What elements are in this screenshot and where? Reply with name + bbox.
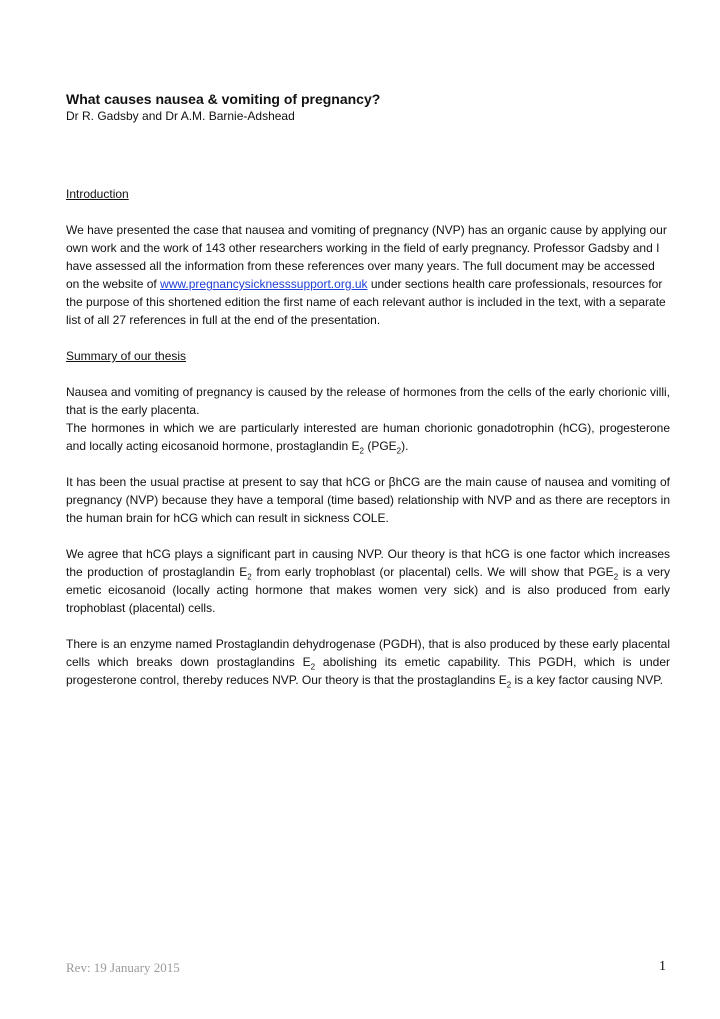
subscript: 2 xyxy=(247,572,252,582)
website-link[interactable]: www.pregnancysicknesssupport.org.uk xyxy=(160,277,368,291)
summary-paragraph-1 xyxy=(66,383,670,419)
subscript: 2 xyxy=(310,662,316,672)
summary-heading: Summary of our thesis xyxy=(66,349,187,363)
page-content xyxy=(66,90,670,689)
summary-text: abolishing its emetic capability. This PGDH, which is under progesterone control, thereby reduces NVP. Our theory is that the prostaglandins E xyxy=(66,655,670,687)
summary-text: (PGE xyxy=(363,439,397,453)
summary-text: The hormones in which we are particularly interested are human chorionic gonadotrophin (hCG), progesterone and locally acting eicosanoid hormone, prostaglandin E xyxy=(66,421,670,453)
introduction-heading: Introduction xyxy=(66,187,129,201)
summary-p1-line1: Nausea and vomiting of pregnancy is caused by the release of hormones from the cells of the early chorionic villi, that is the early placenta. xyxy=(66,385,670,417)
summary-text: is a key factor causing NVP. xyxy=(511,673,664,687)
spacer xyxy=(66,329,670,347)
summary-paragraph-4 xyxy=(66,635,670,689)
summary-text: ). xyxy=(401,439,409,453)
subscript: 2 xyxy=(506,680,512,690)
subscript: 2 xyxy=(359,446,364,456)
summary-paragraph-3 xyxy=(66,545,670,617)
summary-text: We agree that hCG plays a significant part in causing NVP. Our theory is that hCG is one factor which increases the production of prostaglandin E xyxy=(66,547,670,579)
spacer xyxy=(66,125,670,185)
spacer xyxy=(66,365,670,383)
summary-text: There is an enzyme named Prostaglandin dehydrogenase (PGDH), that is also produced by these early placental cells which breaks down prostaglandins E xyxy=(66,637,670,669)
summary-text: is a very emetic eicosanoid (locally acting hormone that makes women very sick) and is also produced from early trophoblast (placental) cells. xyxy=(66,565,671,615)
subscript: 2 xyxy=(613,572,619,582)
summary-text: from early trophoblast (or placental) cells. We will show that PGE xyxy=(251,565,614,579)
spacer xyxy=(66,617,670,635)
document-title: What causes nausea & vomiting of pregnancy? xyxy=(66,91,381,107)
intro-text-after-link: under sections health care professionals, resources for the purpose of this shortened edition the first name of each relevant author is included in the text, with a separate list of all 27 references in full at the end of the presentation. xyxy=(66,277,666,327)
introduction-paragraph xyxy=(66,221,670,329)
spacer xyxy=(66,203,670,221)
summary-paragraph-2: It has been the usual practise at present to say that hCG or βhCG are the main cause of nausea and vomiting of pregnancy (NVP) because they have a temporal (time based) relationship with NVP and as there are receptors in the human brain for hCG which can result in sickness COLE. xyxy=(66,475,670,525)
page-number: 1 xyxy=(659,959,666,974)
summary-paragraph-1b xyxy=(66,419,670,455)
spacer xyxy=(66,455,670,473)
intro-text-before-link: We have presented the case that nausea and vomiting of pregnancy (NVP) has an organic cause by applying our own work and the work of 143 other researchers working in the field of early pregnancy. Professor Gadsby and I have assessed all the information from these references over many years. The full document may be accessed on the website of xyxy=(66,223,667,291)
subscript: 2 xyxy=(396,446,402,456)
document-authors: Dr R. Gadsby and Dr A.M. Barnie-Adshead xyxy=(66,109,295,123)
spacer xyxy=(66,527,670,545)
revision-date: Rev: 19 January 2015 xyxy=(66,960,180,975)
